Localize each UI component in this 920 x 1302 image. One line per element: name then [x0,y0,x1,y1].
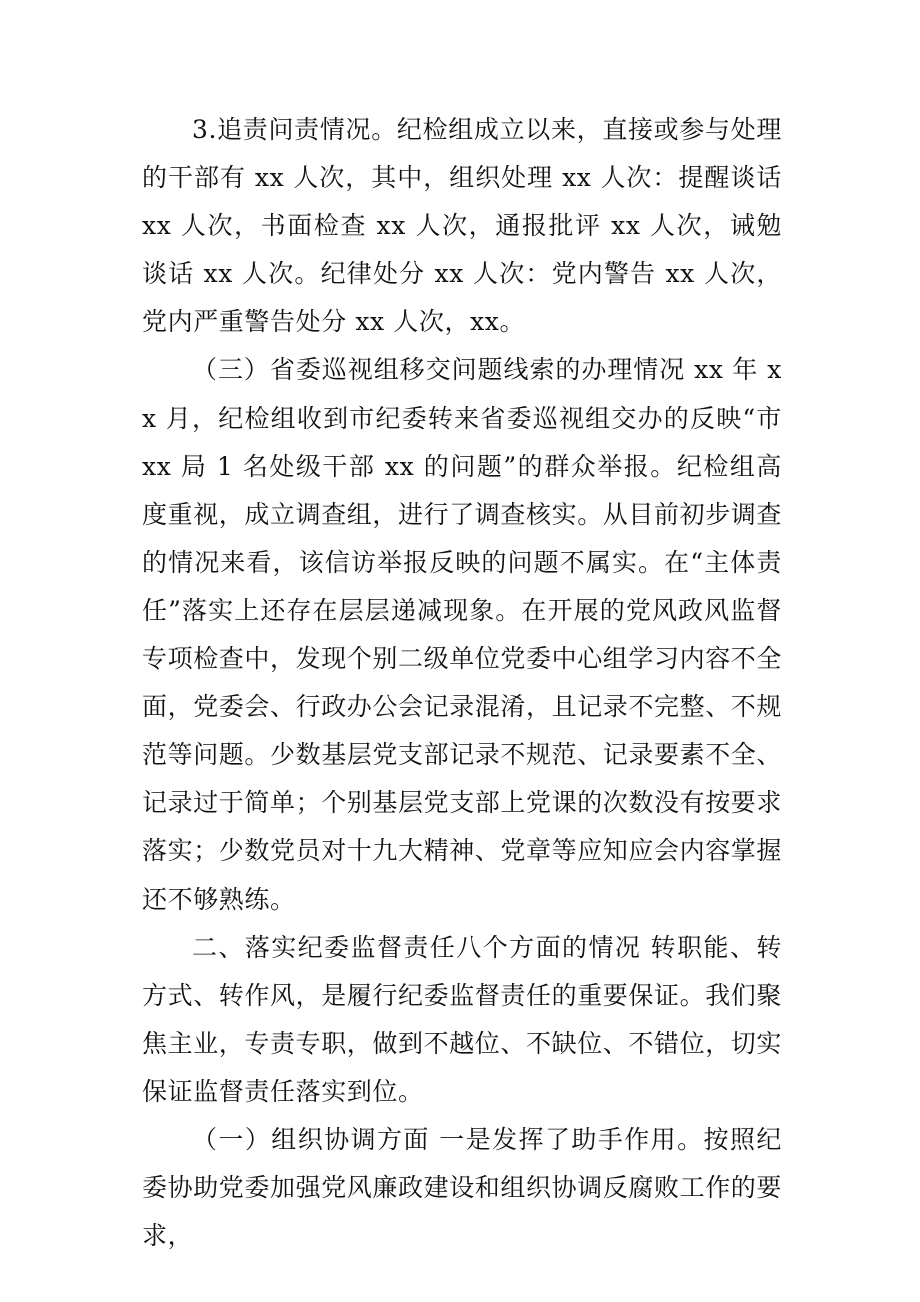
document-body [142,106,782,1260]
paragraph-accountability: 3.追责问责情况。纪检组成立以来，直接或参与处理的干部有 xx 人次，其中，组织处理 xx 人次：提醒谈话 xx 人次，书面检查 xx 人次，通报批评 xx 人次，诫勉谈话 xx 人次。纪律处分 xx 人次：党内警告 xx 人次，党内严重警告处分 xx 人次，xx。 [142,115,782,337]
paragraph-coordination: （一）组织协调方面 一是发挥了助手作用。按照纪委协助党委加强党风廉政建设和组织协调反腐败工作的要求， [142,1124,783,1251]
paragraph-inspection-clues: （三）省委巡视组移交问题线索的办理情况 xx 年 xx 月，纪检组收到市纪委转来省委巡视组交办的反映“市 xx 局 1 名处级干部 xx 的问题”的群众举报。纪检组高度重视，成立调查组，进行了调查核实。从目前初步调查的情况来看，该信访举报反映的问题不属实。在“主体责任”落实上还存在层层递减现象。在开展的党风政风监督专项检查中，发现个别二级单位党委中心组学习内容不全面，党委会、行政办公会记录混淆，且记录不完整、不规范等问题。少数基层党支部记录不规范、记录要素不全、记录过于简单；个别基层党支部上党课的次数没有按要求落实；少数党员对十九大精神、党章等应知应会内容掌握还不够熟练。 [142,355,783,914]
paragraph-supervision-duty: 二、落实纪委监督责任八个方面的情况 转职能、转方式、转作风，是履行纪委监督责任的重要保证。我们聚焦主业，专责专职，做到不越位、不缺位、不错位，切实保证监督责任落实到位。 [142,932,783,1106]
